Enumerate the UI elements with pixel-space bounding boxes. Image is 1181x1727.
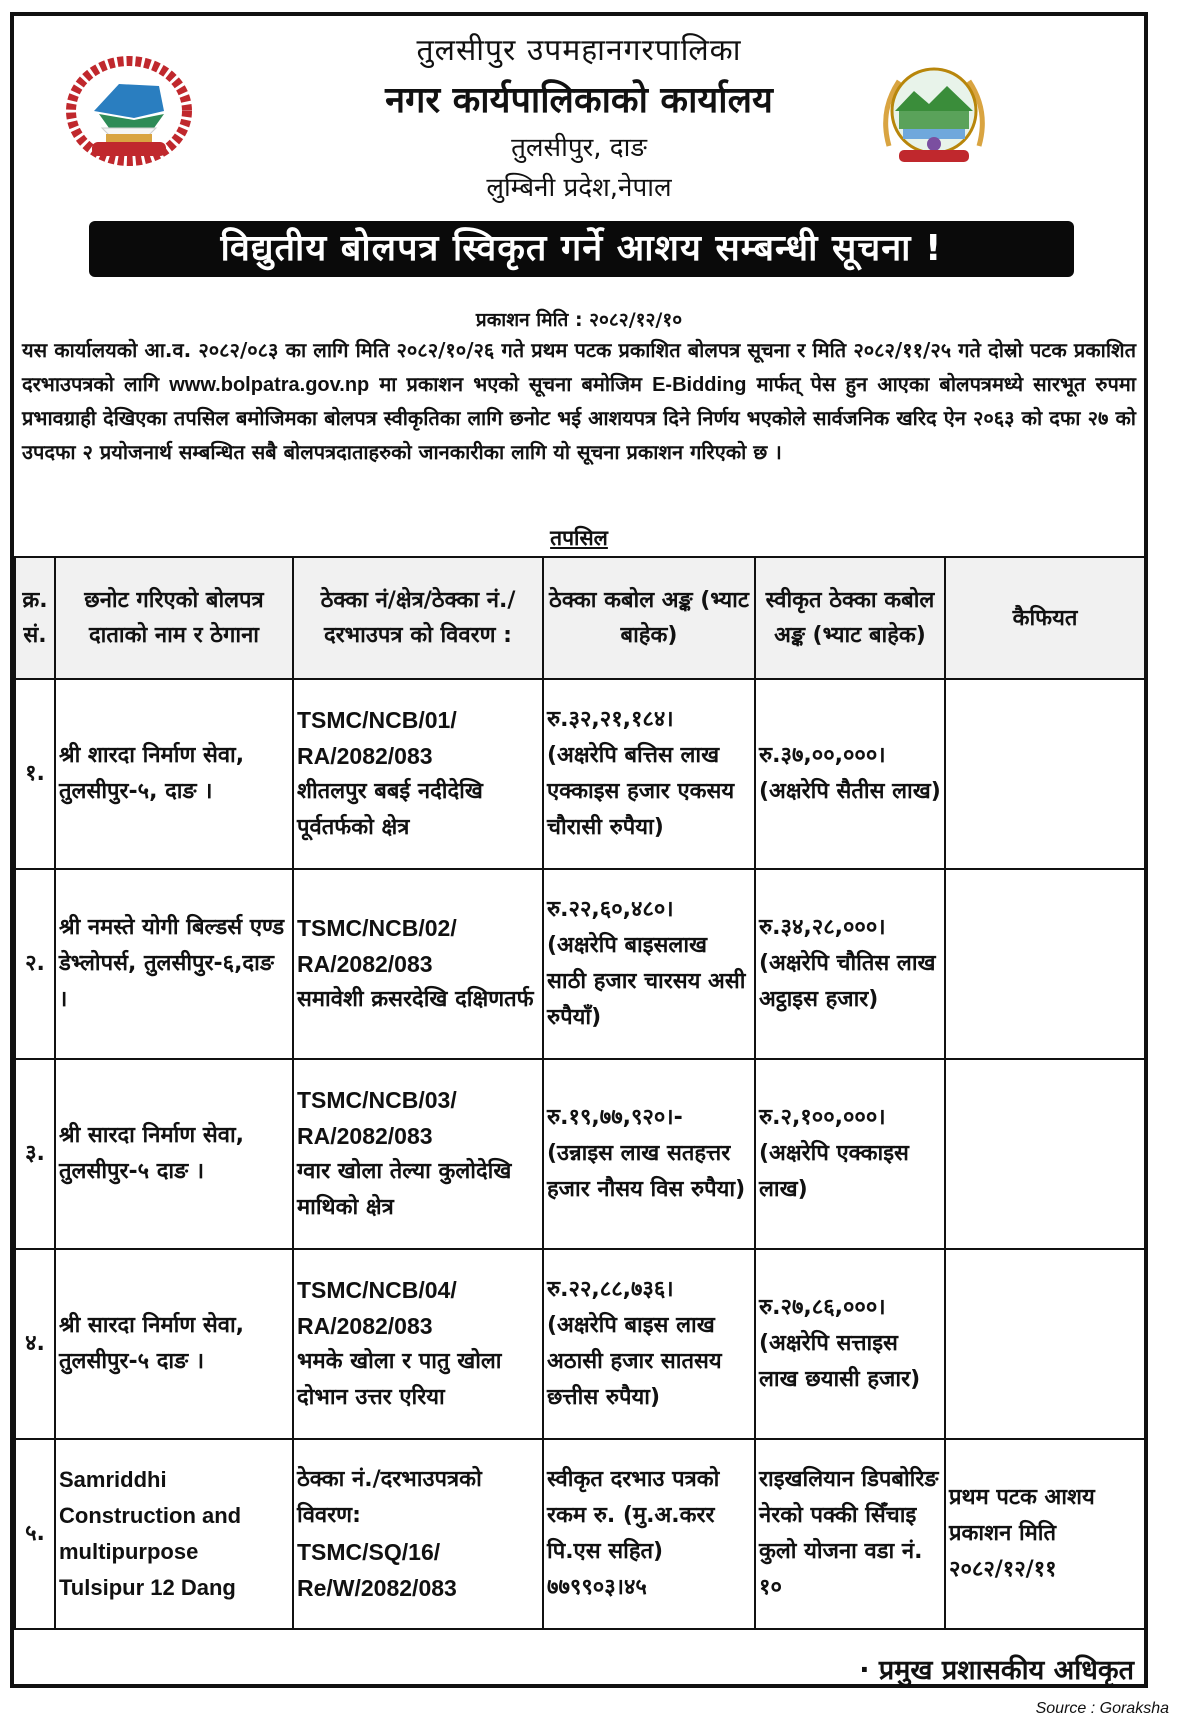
table-title: तपसिल bbox=[550, 526, 608, 550]
approved-amount: रु.२,१००,०००। bbox=[759, 1105, 886, 1130]
publication-date-label: प्रकाशन मिति : bbox=[475, 309, 583, 331]
cell-remarks bbox=[945, 1249, 1145, 1439]
contract-desc: समावेशी क्रसरदेखि दक्षिणतर्फ bbox=[297, 987, 534, 1012]
cell-serial: १. bbox=[15, 679, 55, 869]
approved-amount: रु.३७,००,०००। bbox=[759, 743, 886, 768]
ebidding-term: E-Bidding bbox=[652, 373, 747, 396]
cell-bid-amount bbox=[543, 869, 755, 1059]
tulsipur-municipality-emblem-icon bbox=[869, 56, 999, 166]
approved-words: (अक्षरेपि सत्ताइस लाख छयासी हजार) bbox=[759, 1331, 921, 1392]
cell-bidder: श्री शारदा निर्माण सेवा, तुलसीपुर-५, दाङ । bbox=[55, 679, 293, 869]
header-approved-amount: स्वीकृत ठेक्का कबोल अङ्क (भ्याट बाहेक) bbox=[755, 557, 945, 679]
cell-serial: ४. bbox=[15, 1249, 55, 1439]
cell-approved-amount bbox=[755, 1249, 945, 1439]
body-part1: यस कार्यालयको आ.व. २०८२/०८३ का लागि मिति २०८२/१०/२६ गते प्रथम पटक प्रकाशित बोलपत्र सूचना र मिति २०८२/११/२५ गते दोस्रो पटक प्रकाशित दरभाउपत्रको लागि bbox=[22, 338, 1136, 396]
contract-code: TSMC/NCB/02/ RA/2082/083 bbox=[297, 915, 457, 977]
table-header-row bbox=[15, 557, 1145, 679]
contract-code: TSMC/NCB/03/ RA/2082/083 bbox=[297, 1087, 457, 1149]
body-part3: मार्फत् पेस हुन आएका बोलपत्रमध्ये सारभूत रुपमा प्रभावग्राही देखिएका तपसिल बमोजिमका बोलपत्र स्वीकृतिका लागि छनोट भई आशयपत्र दिने निर्णय भएकोले सार्वजनिक खरिद ऐन २०६३ को दफा २७ को उपदफा २ प्रयोजनार्थ सम्बन्धित सबै बोलपत्रदाताहरुको जानकारीका लागि यो सूचना प्रकाशन गरिएको छ । bbox=[22, 371, 1136, 464]
cell-bid-amount bbox=[543, 1439, 755, 1629]
table-row bbox=[15, 679, 1145, 869]
cell-approved-amount: राइखलियान डिपबोरिङ नेरको पक्की सिँचाइ कुलो योजना वडा नं. १० bbox=[755, 1439, 945, 1629]
signatory-title: · प्रमुख प्रशासकीय अधिकृत bbox=[859, 1655, 1134, 1686]
cell-bidder: श्री सारदा निर्माण सेवा, तुलसीपुर-५ दाङ । bbox=[55, 1059, 293, 1249]
header-serial: क्र. सं. bbox=[15, 557, 55, 679]
bid-words: (अक्षरेपि बत्तिस लाख एक्काइस हजार एकसय चौरासी रुपैया) bbox=[547, 743, 735, 840]
cell-bidder: Samriddhi Construction and multipurpose Tulsipur 12 Dang bbox=[55, 1439, 293, 1629]
notice-body bbox=[22, 334, 1136, 469]
contract-desc-prefix: ठेक्का नं./दरभाउपत्रको विवरण: bbox=[297, 1467, 482, 1528]
org-name-line1: तुलसीपुर उपमहानगरपालिका bbox=[416, 33, 742, 68]
cell-bid-amount bbox=[543, 1249, 755, 1439]
notice-header bbox=[14, 16, 1144, 216]
notice-title-banner: विद्युतीय बोलपत्र स्विकृत गर्ने आशय सम्बन्धी सूचना ! bbox=[89, 221, 1074, 277]
cell-bidder: श्री नमस्ते योगी बिल्डर्स एण्ड डेभ्लोपर्स, तुलसीपुर-६,दाङ । bbox=[55, 869, 293, 1059]
org-address-line1: तुलसीपुर, दाङ bbox=[511, 133, 647, 163]
contract-code: TSMC/SQ/16/ Re/W/2082/083 bbox=[297, 1539, 457, 1601]
bid-words: (उन्नाइस लाख सतहत्तर हजार नौसय विस रुपैया) bbox=[547, 1141, 746, 1202]
org-name-line2: नगर कार्यपालिकाको कार्यालय bbox=[385, 80, 773, 121]
cell-contract bbox=[293, 869, 543, 1059]
cell-contract bbox=[293, 1059, 543, 1249]
cell-bidder: श्री सारदा निर्माण सेवा, तुलसीपुर-५ दाङ । bbox=[55, 1249, 293, 1439]
cell-approved-amount bbox=[755, 869, 945, 1059]
approved-words: (अक्षरेपि सैतीस लाख) bbox=[759, 779, 941, 804]
bid-amount: ७७९९०३।४५ bbox=[547, 1575, 647, 1600]
header-contract: ठेक्का नं/क्षेत्र/ठेक्का नं./दरभाउपत्र को विवरण : bbox=[293, 557, 543, 679]
cell-bid-amount bbox=[543, 1059, 755, 1249]
cell-contract bbox=[293, 1439, 543, 1629]
cell-contract bbox=[293, 1249, 543, 1439]
approved-words: (अक्षरेपि चौतिस लाख अट्ठाइस हजार) bbox=[759, 951, 936, 1012]
header-bid-amount: ठेक्का कबोल अङ्क (भ्याट बाहेक) bbox=[543, 557, 755, 679]
bid-words: (अक्षरेपि बाइसलाख साठी हजार चारसय असी रुपैयाँ) bbox=[547, 933, 746, 1030]
header-bidder: छनोट गरिएको बोलपत्र दाताको नाम र ठेगाना bbox=[55, 557, 293, 679]
contract-code: TSMC/NCB/01/ RA/2082/083 bbox=[297, 707, 457, 769]
bid-words: (अक्षरेपि बाइस लाख अठासी हजार सातसय छत्तीस रुपैया) bbox=[547, 1313, 722, 1410]
source-credit: Source : Goraksha bbox=[1035, 1700, 1169, 1717]
publication-date-value: २०८२/१२/१० bbox=[589, 309, 683, 331]
bid-amount: रु.२२,८८,७३६। bbox=[547, 1277, 674, 1302]
table-row bbox=[15, 1059, 1145, 1249]
bolpatra-link[interactable]: www.bolpatra.gov.np bbox=[169, 373, 370, 396]
contract-desc: शीतलपुर बबई नदीदेखि पूर्वतर्फको क्षेत्र bbox=[297, 779, 483, 840]
bid-amount: रु.१९,७७,९२०।- bbox=[547, 1105, 683, 1130]
cell-remarks bbox=[945, 869, 1145, 1059]
bid-amount: रु.२२,६०,४८०। bbox=[547, 897, 674, 922]
notice-frame bbox=[10, 12, 1148, 1688]
table-row bbox=[15, 1249, 1145, 1439]
contract-code: TSMC/NCB/04/ RA/2082/083 bbox=[297, 1277, 457, 1339]
cell-remarks bbox=[945, 679, 1145, 869]
table-row bbox=[15, 869, 1145, 1059]
approved-amount: रु.२७,८६,०००। bbox=[759, 1295, 886, 1320]
cell-approved-amount bbox=[755, 1059, 945, 1249]
cell-serial: ३. bbox=[15, 1059, 55, 1249]
cell-contract bbox=[293, 679, 543, 869]
cell-serial: २. bbox=[15, 869, 55, 1059]
cell-approved-amount bbox=[755, 679, 945, 869]
contract-desc: ग्वार खोला तेल्या कुलोदेखि माथिको क्षेत्र bbox=[297, 1159, 512, 1220]
org-address-line2: लुम्बिनी प्रदेश,नेपाल bbox=[486, 173, 672, 203]
bid-table bbox=[14, 556, 1146, 1630]
table-row bbox=[15, 1439, 1145, 1629]
cell-remarks bbox=[945, 1059, 1145, 1249]
bid-text: स्वीकृत दरभाउ पत्रको रकम रु. (मु.अ.करर पि.एस सहित) bbox=[547, 1467, 720, 1564]
header-remarks: कैफियत bbox=[945, 557, 1145, 679]
cell-serial: ५. bbox=[15, 1439, 55, 1629]
approved-amount: रु.३४,२८,०००। bbox=[759, 915, 886, 940]
body-part2: मा प्रकाशन भएको सूचना बमोजिम bbox=[379, 371, 643, 396]
cell-remarks: प्रथम पटक आशय प्रकाशन मिति २०८२/१२/११ bbox=[945, 1439, 1145, 1629]
approved-words: (अक्षरेपि एक्काइस लाख) bbox=[759, 1141, 909, 1202]
cell-bid-amount bbox=[543, 679, 755, 869]
publication-date bbox=[14, 306, 1144, 332]
contract-desc: भमके खोला र पातु खोला दोभान उत्तर एरिया bbox=[297, 1349, 502, 1410]
bid-amount: रु.३२,२१,१८४। bbox=[547, 707, 674, 732]
